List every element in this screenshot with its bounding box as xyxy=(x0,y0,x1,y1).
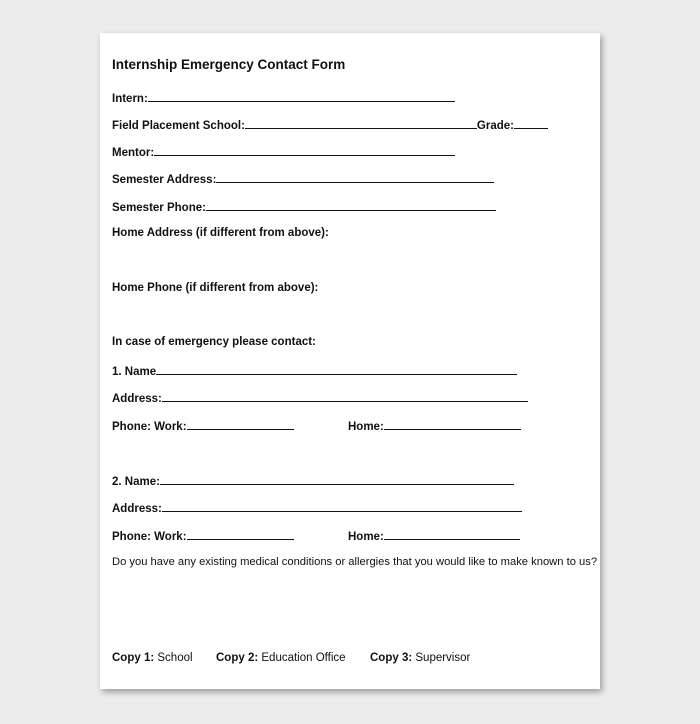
contact2-address-row xyxy=(112,500,522,516)
copy-2-label: Copy 2: xyxy=(216,652,259,664)
contact2-name-input-line[interactable] xyxy=(160,473,514,485)
mentor-input-line[interactable] xyxy=(154,144,455,156)
contact1-home-input-line[interactable] xyxy=(384,418,521,430)
medical-question: Do you have any existing medical conditions or allergies that you would like to make known to us? xyxy=(112,556,598,568)
contact1-address-label: Address: xyxy=(112,393,162,405)
copy-1 xyxy=(112,651,193,665)
grade-input-line[interactable] xyxy=(514,117,548,129)
copy-3 xyxy=(370,651,470,665)
contact2-home-label: Home: xyxy=(348,531,384,543)
contact2-work-input-line[interactable] xyxy=(187,528,294,540)
contact1-name-input-line[interactable] xyxy=(156,363,517,375)
contact1-phone-work-label: Phone: Work: xyxy=(112,421,187,433)
contact2-address-label: Address: xyxy=(112,503,162,515)
contact2-name-row xyxy=(112,473,514,489)
contact2-phone-work-label: Phone: Work: xyxy=(112,531,187,543)
intern-label: Intern: xyxy=(112,93,148,105)
intern-row xyxy=(112,90,455,106)
school-label: Field Placement School: xyxy=(112,120,245,132)
form-title: Internship Emergency Contact Form xyxy=(112,57,346,72)
grade-label: Grade: xyxy=(476,120,514,132)
contact1-address-row xyxy=(112,390,528,406)
mentor-row xyxy=(112,144,455,160)
contact1-name-label: 1. Name xyxy=(112,366,157,378)
home-phone-label: Home Phone (if different from above): xyxy=(112,282,319,294)
copy-2 xyxy=(216,651,346,665)
home-address-label: Home Address (if different from above): xyxy=(112,227,329,239)
school-row xyxy=(112,117,548,133)
contact1-address-input-line[interactable] xyxy=(162,390,528,402)
contact2-home-input-line[interactable] xyxy=(384,528,520,540)
semester-address-label: Semester Address: xyxy=(112,174,217,186)
semester-address-row xyxy=(112,171,494,187)
semester-phone-label: Semester Phone: xyxy=(112,202,206,214)
semester-phone-row xyxy=(112,199,496,215)
contact1-home-row xyxy=(348,418,521,434)
contact1-phone-work-row xyxy=(112,418,294,434)
emergency-heading: In case of emergency please contact: xyxy=(112,336,316,348)
copy-1-value: School xyxy=(157,652,193,664)
mentor-label: Mentor: xyxy=(112,147,155,159)
contact1-name-row xyxy=(112,363,517,379)
contact2-name-label: 2. Name: xyxy=(112,476,160,488)
semester-phone-input-line[interactable] xyxy=(206,199,496,211)
contact1-home-label: Home: xyxy=(348,421,384,433)
copy-3-value: Supervisor xyxy=(415,652,471,664)
copy-1-label: Copy 1: xyxy=(112,652,155,664)
copy-3-label: Copy 3: xyxy=(370,652,413,664)
contact2-home-row xyxy=(348,528,520,544)
contact2-phone-work-row xyxy=(112,528,294,544)
contact2-address-input-line[interactable] xyxy=(162,500,522,512)
copy-2-value: Education Office xyxy=(261,652,346,664)
form-page xyxy=(100,33,600,689)
intern-input-line[interactable] xyxy=(148,90,455,102)
school-input-line[interactable] xyxy=(245,117,477,129)
contact1-work-input-line[interactable] xyxy=(187,418,294,430)
semester-address-input-line[interactable] xyxy=(216,171,494,183)
